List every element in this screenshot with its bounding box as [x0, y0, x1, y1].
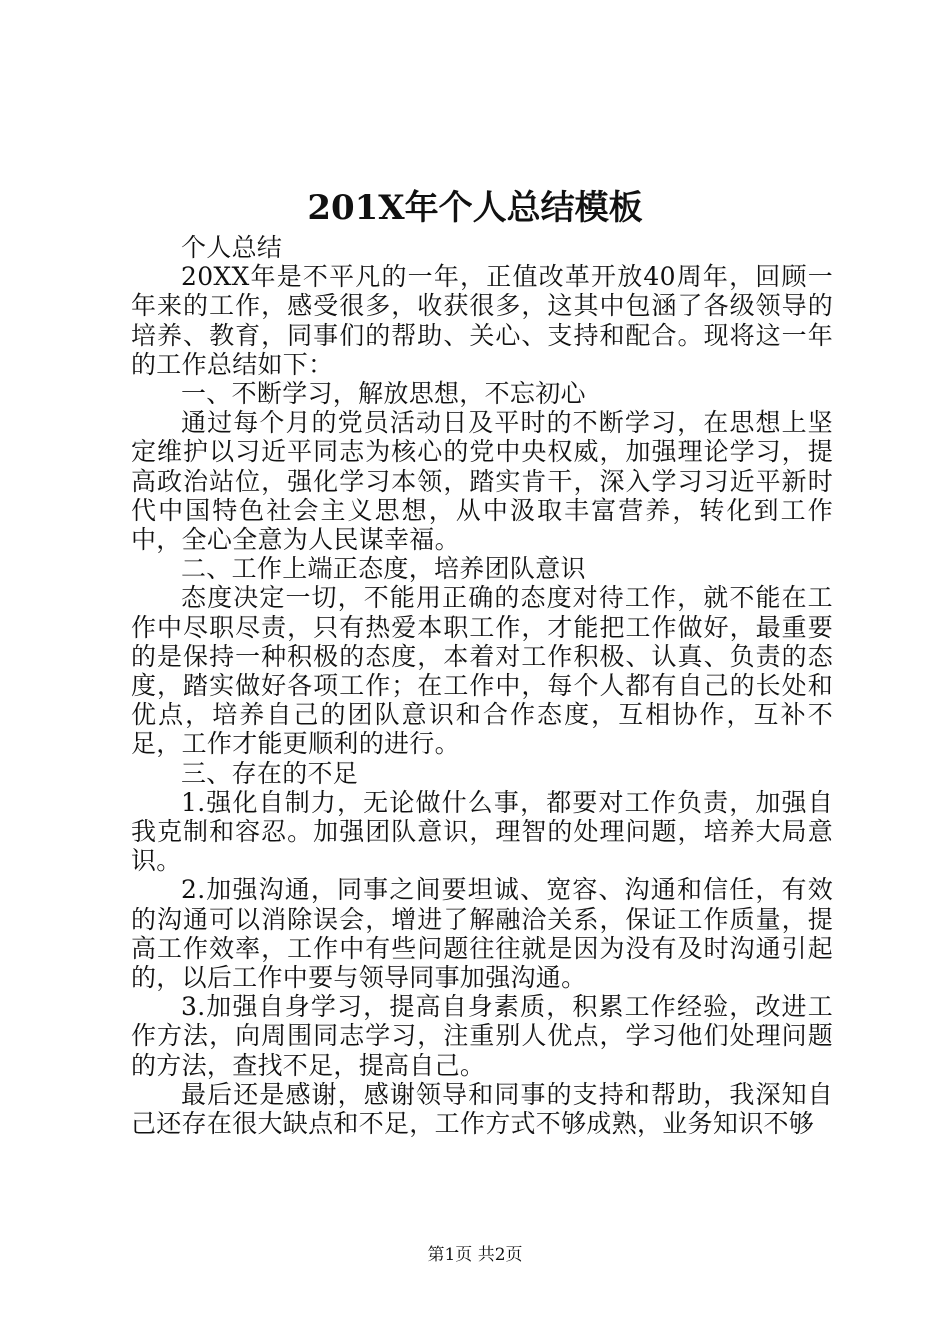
- section-heading-1: 一、不断学习，解放思想，不忘初心: [181, 379, 586, 409]
- paragraph-section-1: 通过每个月的党员活动日及平时的不断学习，在思想上坚定维护以习近平同志为核心的党中央权威，加强理论学习，提高政治站位，强化学习本领，踏实肯干，深入学习习近平新时代中国特色社会主义思想，从中汲取丰富营养，转化到工作中，全心全意为人民谋幸福。: [131, 408, 833, 555]
- paragraph-item-3: 3.加强自身学习，提高自身素质，积累工作经验，改进工作方法，向周围同志学习，注重别人优点，学习他们处理问题的方法，查找不足，提高自己。: [131, 992, 833, 1080]
- paragraph-heading-personal-summary: 个人总结: [181, 233, 283, 262]
- page-number-footer: 第1页 共2页: [427, 1245, 523, 1265]
- section-heading-2: 二、工作上端正态度，培养团队意识: [181, 554, 586, 584]
- document-body: [131, 233, 833, 1138]
- paragraph-intro: 20XX年是不平凡的一年，正值改革开放40周年，回顾一年来的工作，感受很多，收获很多，这其中包涵了各级领导的培养、教育，同事们的帮助、关心、支持和配合。现将这一年的工作总结如下：: [131, 262, 833, 379]
- document-title: 201X年个人总结模板: [307, 188, 643, 228]
- paragraph-item-1: 1.强化自制力，无论做什么事，都要对工作负责，加强自我克制和容忍。加强团队意识，理智的处理问题，培养大局意识。: [131, 787, 833, 876]
- paragraph-item-2: 2.加强沟通，同事之间要坦诚、宽容、沟通和信任，有效的沟通可以消除误会，增进了解融洽关系，保证工作质量，提高工作效率，工作中有些问题往往就是因为没有及时沟通引起的，以后工作中要与领导同事加强沟通。: [131, 875, 833, 993]
- paragraph-closing: 最后还是感谢，感谢领导和同事的支持和帮助，我深知自己还存在很大缺点和不足，工作方式不够成熟，业务知识不够: [131, 1079, 833, 1139]
- section-heading-3: 三、存在的不足: [181, 758, 359, 788]
- paragraph-section-2: 态度决定一切，不能用正确的态度对待工作，就不能在工作中尽职尽责，只有热爱本职工作，才能把工作做好，最重要的是保持一种积极的态度，本着对工作积极、认真、负责的态度，踏实做好各项工作；在工作中，每个人都有自己的长处和优点，培养自己的团队意识和合作态度，互相协作，互补不足，工作才能更顺利的进行。: [131, 583, 833, 759]
